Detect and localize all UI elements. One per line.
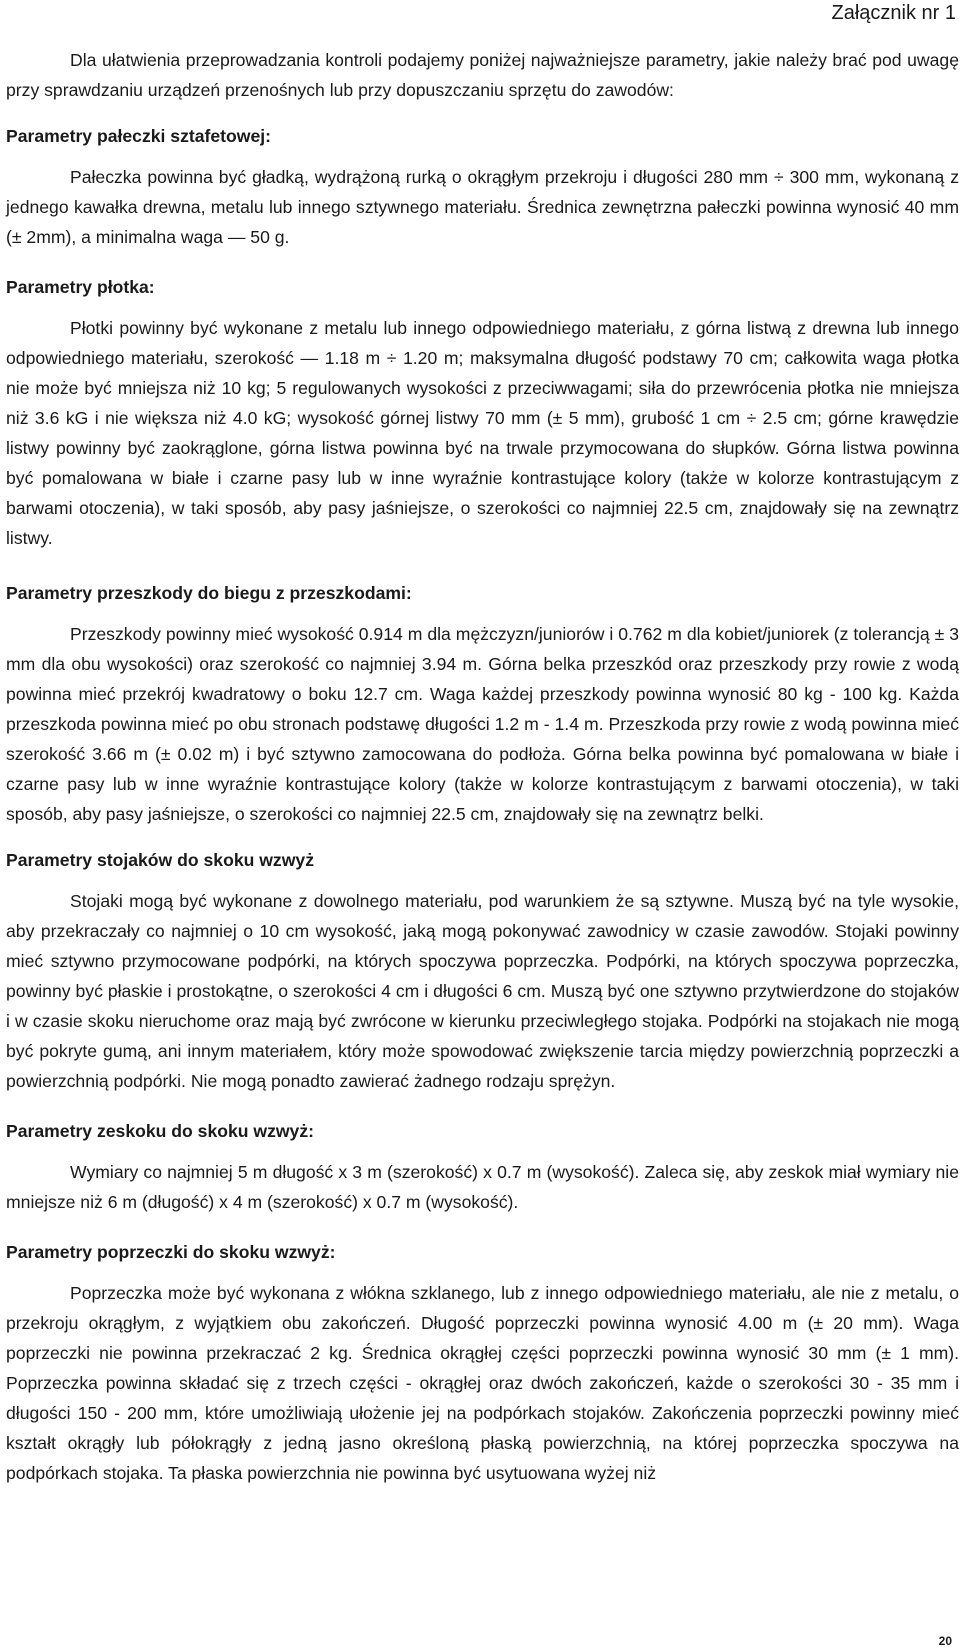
section-heading-hurdle: Parametry płotka: [6,277,155,297]
section-heading-crossbar: Parametry poprzeczki do skoku wzwyż: [6,1242,336,1262]
section-body-hurdle: Płotki powinny być wykonane z metalu lub innego odpowiedniego materiału, z górna listwą z drewna lub innego odpowiedniego materiału, szerokość — 1.18 m ÷ 1.20 m; maksymalna długość podstawy 70 cm; całkowita waga płotka nie może być mniejsza niż 10 kg; 5 regulowanych wysokości z przeciwwagami; siła do przewrócenia płotka nie mniejsza niż 3.6 kG i nie większa niż 4.0 kG; wysokość górnej listwy 70 mm (± 5 mm), grubość 1 cm ÷ 2.5 cm; górne krawędzie listwy powinny być zaokrąglone, górna listwa powinna być na trwale przymocowana do słupków. Górna listwa powinna być pomalowana w białe i czarne pasy lub w inne wyraźnie kontrastujące kolory (także w kolorze kontrastującym z barwami otoczenia), w taki sposób, aby pasy jaśniejsze, o szerokości co najmniej 22.5 cm, znajdowały się na zewnątrz listwy. [6,318,959,548]
section-heading-steeplechase: Parametry przeszkody do biegu z przeszkodami: [6,583,412,603]
intro-paragraph: Dla ułatwienia przeprowadzania kontroli podajemy poniżej najważniejsze parametry, jakie należy brać pod uwagę przy sprawdzaniu urządzeń przenośnych lub przy dopuszczaniu sprzętu do zawodów: [6,50,959,100]
section-heading-high-jump-stands: Parametry stojaków do skoku wzwyż [6,850,314,870]
annex-label: Załącznik nr 1 [831,2,956,24]
section-body-landing-area: Wymiary co najmniej 5 m długość x 3 m (szerokość) x 0.7 m (wysokość). Zaleca się, aby zeskok miał wymiary nie mniejsze niż 6 m (długość) x 4 m (szerokość) x 0.7 m (wysokość). [6,1162,959,1212]
section-heading-baton: Parametry pałeczki sztafetowej: [6,126,271,146]
section-body-high-jump-stands: Stojaki mogą być wykonane z dowolnego materiału, pod warunkiem że są sztywne. Muszą być na tyle wysokie, aby przekraczały co najmniej o 10 cm wysokość, jaką mogą pokonywać zawodnicy w czasie zawodów. Stojaki powinny mieć sztywno przymocowane podpórki, na których spoczywa poprzeczka. Podpórki, na których spoczywa poprzeczka, powinny być płaskie i prostokątne, o szerokości 4 cm i długości 6 cm. Muszą być one sztywno przytwierdzone do stojaków i w czasie skoku nieruchome oraz mają być zwrócone w kierunku przeciwległego stojaka. Podpórki na stojakach nie mogą być pokryte gumą, ani innym materiałem, który może spowodować zwiększenie tarcia między powierzchnią poprzeczki a powierzchnią podpórki. Nie mogą ponadto zawierać żadnego rodzaju sprężyn. [6,891,959,1091]
section-body-baton: Pałeczka powinna być gładką, wydrążoną rurką o okrągłym przekroju i długości 280 mm ÷ 300 mm, wykonaną z jednego kawałka drewna, metalu lub innego sztywnego materiału. Średnica zewnętrzna pałeczki powinna wynosić 40 mm (± 2mm), a minimalna waga — 50 g. [6,167,959,247]
section-body-crossbar: Poprzeczka może być wykonana z włókna szklanego, lub z innego odpowiedniego materiału, ale nie z metalu, o przekroju okrągłym, z wyjątkiem obu zakończeń. Długość poprzeczki powinna wynosić 4.00 m (± 20 mm). Waga poprzeczki nie powinna przekraczać 2 kg. Średnica okrągłej części poprzeczki powinna wynosić 30 mm (± 1 mm). Poprzeczka powinna składać się z trzech części - okrągłej oraz dwóch zakończeń, każde o szerokości 30 - 35 mm i długości 150 - 200 mm, które umożliwiają ułożenie jej na podpórkach stojaków. Zakończenia poprzeczki powinny mieć kształt okrągły lub półokrągły z jedną jasno określoną płaską powierzchnią, na której poprzeczka spoczywa na podpórkach stojaka. Ta płaska powierzchnia nie powinna być usytuowana wyżej niż [6,1283,959,1483]
section-heading-landing-area: Parametry zeskoku do skoku wzwyż: [6,1121,315,1141]
document-body [6,45,959,1488]
page-number: 20 [938,1634,952,1648]
section-body-steeplechase: Przeszkody powinny mieć wysokość 0.914 m dla mężczyzn/juniorów i 0.762 m dla kobiet/juniorek (z tolerancją ± 3 mm dla obu wysokości) oraz szerokość co najmniej 3.94 m. Górna belka przeszkód oraz przeszkody przy rowie z wodą powinna mieć przekrój kwadratowy o boku 12.7 cm. Waga każdej przeszkody powinna wynosić 80 kg - 100 kg. Każda przeszkoda powinna mieć po obu stronach podstawę długości 1.2 m - 1.4 m. Przeszkoda przy rowie z wodą powinna mieć szerokość 3.66 m (± 0.02 m) i być sztywno zamocowana do podłoża. Górna belka powinna być pomalowana w białe i czarne pasy lub w inne wyraźnie kontrastujące kolory (także w kolorze kontrastującym z barwami otoczenia), w taki sposób, aby pasy jaśniejsze, o szerokości co najmniej 22.5 cm, znajdowały się na zewnątrz belki. [6,624,959,824]
